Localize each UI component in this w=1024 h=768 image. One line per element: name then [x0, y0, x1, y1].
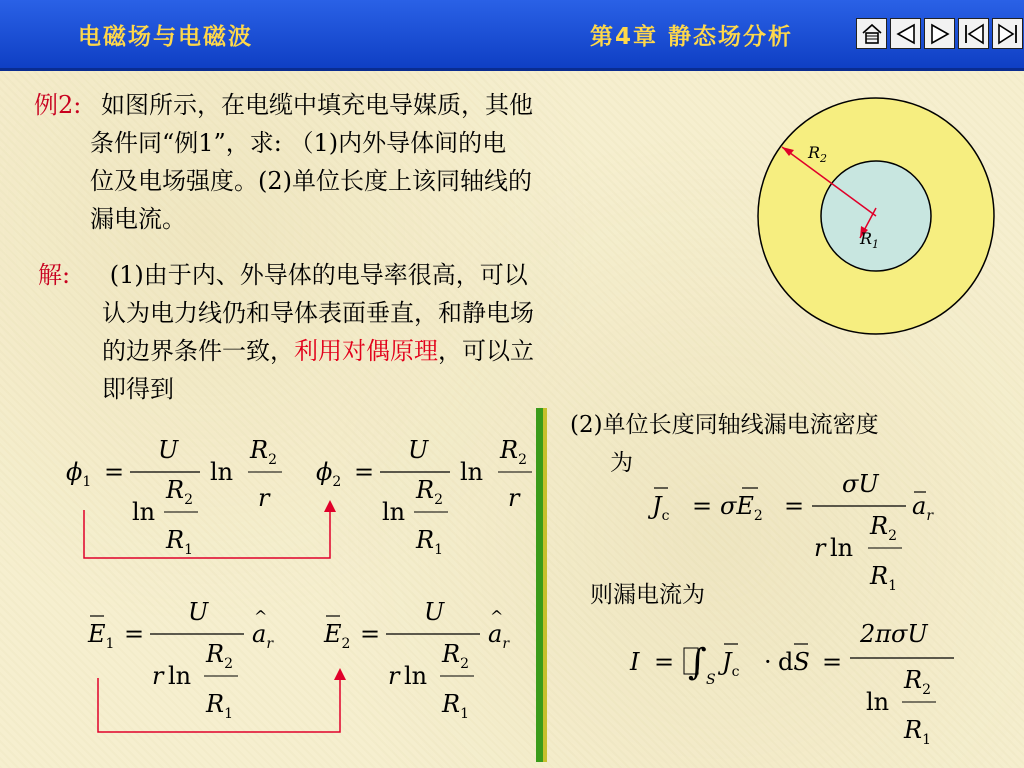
svg-text:R2: $R_2$ — [500, 436, 527, 468]
svg-text:ln: ln — [866, 688, 890, 716]
example-label: 例2: — [34, 91, 82, 119]
svg-text:^: ^ — [254, 607, 268, 626]
svg-text:R2: $R_2$ — [442, 640, 469, 672]
svg-text:R1: $R_1$ — [870, 562, 897, 594]
svg-text:E1: $E_1$ — [88, 620, 115, 652]
svg-text:=: = — [360, 620, 381, 648]
solution-line-3a: 的边界条件一致， — [102, 337, 294, 365]
svg-text:∫: ∫ — [688, 642, 707, 683]
svg-text:σE2: $\sigma E_2$ — [720, 492, 763, 524]
svg-text:dS: dS — [778, 648, 810, 676]
prev-icon — [894, 22, 918, 46]
next-slide-button[interactable] — [924, 18, 955, 49]
svg-text:R2: $R_2$ — [250, 436, 277, 468]
solution-line-2: 认为电力线仍和导体表面垂直，和静电场 — [102, 299, 534, 327]
svg-text:=: = — [784, 492, 805, 520]
svg-text:2πσU: 2πσU — [860, 620, 928, 648]
svg-text:R2: $R_2$ — [416, 476, 443, 508]
svg-text:U: U — [408, 436, 429, 464]
first-slide-button[interactable] — [958, 18, 989, 49]
next-icon — [928, 22, 952, 46]
svg-text:ar: $a_r$ — [912, 492, 934, 524]
solution-line-4: 即得到 — [102, 375, 174, 403]
svg-text:R2: $R_2$ — [904, 666, 931, 698]
outer-radius-label: $R_2$ — [808, 143, 828, 165]
svg-text:ϕ2: $\phi_2$ — [316, 458, 342, 490]
svg-text:R2: $R_2$ — [206, 640, 233, 672]
solution-line-3b: ，可以立 — [438, 337, 534, 365]
svg-text:R1: $R_1$ — [206, 690, 233, 722]
svg-text:Jc: $J_c$ — [652, 492, 670, 524]
svg-text:R1: $R_1$ — [166, 526, 193, 558]
header-bar — [0, 0, 1024, 71]
svg-text:ln: ln — [830, 534, 854, 562]
svg-text:E2: $E_2$ — [324, 620, 351, 652]
coax-cross-section-diagram — [752, 92, 1000, 340]
svg-text:=: = — [124, 620, 145, 648]
svg-text:r: r — [814, 534, 826, 562]
home-icon — [860, 22, 884, 46]
svg-text:ar: $a_r$ — [488, 620, 510, 652]
svg-text:ln: ln — [210, 458, 234, 486]
svg-text:R2: $R_2$ — [166, 476, 193, 508]
last-icon — [996, 22, 1020, 46]
svg-text:=: = — [692, 492, 713, 520]
svg-text:·: · — [764, 648, 772, 676]
svg-text:=: = — [654, 648, 675, 676]
svg-text:=: = — [354, 458, 375, 486]
svg-text:ln: ln — [382, 498, 406, 526]
svg-text:=: = — [822, 648, 843, 676]
svg-text:ln: ln — [168, 662, 192, 690]
svg-text:=: = — [104, 458, 125, 486]
leak-current-intro: 则漏电流为 — [590, 582, 705, 608]
inner-radius-label: $R_1$ — [860, 229, 880, 251]
course-title: 电磁场与电磁波 — [78, 24, 253, 50]
first-icon — [962, 22, 986, 46]
svg-text:S: S — [706, 672, 716, 688]
svg-text:Jc: $J_c$ — [722, 648, 740, 680]
svg-text:^: ^ — [490, 607, 504, 626]
svg-text:r: r — [388, 662, 400, 690]
home-button[interactable] — [856, 18, 887, 49]
slide-navigation — [856, 18, 1024, 49]
problem-line-2: 条件同“例1”，求: （1)内外导体间的电 — [90, 129, 507, 157]
solution-line-1: (1)由于内、外导体的电导率很高，可以 — [109, 261, 528, 289]
svg-text:ln: ln — [404, 662, 428, 690]
svg-text:I: I — [630, 648, 640, 676]
svg-text:U: U — [424, 598, 445, 626]
formula-E2 — [320, 592, 540, 732]
prev-slide-button[interactable] — [890, 18, 921, 49]
duality-arrow-bottom — [90, 666, 350, 742]
part2-line-2: 为 — [610, 450, 633, 476]
problem-line-4: 漏电流。 — [90, 205, 186, 233]
svg-text:ar: $a_r$ — [252, 620, 274, 652]
solution-text — [38, 256, 738, 408]
svg-text:U: U — [188, 598, 209, 626]
svg-text:U: U — [158, 436, 179, 464]
problem-line-1: 如图所示，在电缆中填充电导媒质，其他 — [101, 91, 533, 119]
svg-text:ln: ln — [460, 458, 484, 486]
problem-statement — [34, 86, 734, 238]
svg-text:R1: $R_1$ — [904, 716, 931, 748]
last-slide-button[interactable] — [992, 18, 1023, 49]
chapter-title: 第4章 静态场分析 — [590, 24, 794, 50]
svg-text:R2: $R_2$ — [870, 512, 897, 544]
svg-text:R1: $R_1$ — [416, 526, 443, 558]
svg-text:ϕ1: $\phi_1$ — [66, 458, 92, 490]
svg-text:r: r — [152, 662, 164, 690]
svg-text:σU: σU — [842, 470, 879, 498]
duality-arrow-top — [76, 496, 346, 566]
formula-phi2 — [310, 420, 550, 570]
svg-text:ln: ln — [132, 498, 156, 526]
svg-text:R1: $R_1$ — [442, 690, 469, 722]
svg-text:r: r — [258, 484, 270, 512]
solution-label: 解: — [38, 261, 71, 289]
formula-leak-current — [624, 612, 964, 752]
part2-line-1: (2)单位长度同轴线漏电流密度 — [570, 412, 879, 438]
svg-text:r: r — [508, 484, 520, 512]
duality-principle-text: 利用对偶原理 — [294, 337, 438, 365]
problem-line-3: 位及电场强度。(2)单位长度上该同轴线的 — [90, 167, 532, 195]
